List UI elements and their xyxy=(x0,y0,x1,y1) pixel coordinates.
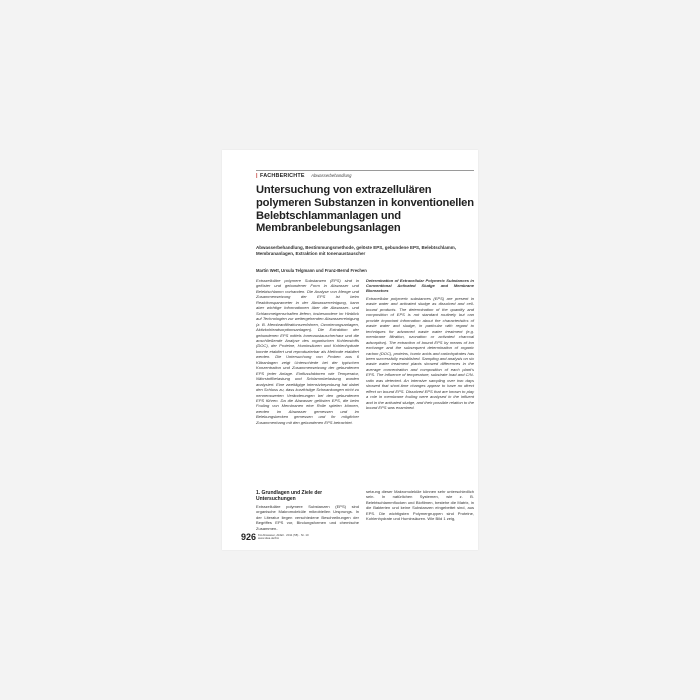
section-heading: 1. Grundlagen und Ziele der Untersuchungen xyxy=(256,490,323,502)
header-rule xyxy=(256,170,474,171)
article-title: Untersuchung von extrazellulären polymeren Substanzen in konventionellen Belebtschlammanlagen und Membranbelebungsanlagen xyxy=(256,184,474,235)
section-label: FACHBERICHTE xyxy=(260,173,305,179)
page-number: 926 xyxy=(241,532,257,542)
article-keywords: Abwasserbehandlung, Bestimmungsmethode, gelöste EPS, gebundene EPS, Belebtschlamm, Membrananlagen, Extraktion mit Ionenaustauscher xyxy=(256,245,457,257)
abstract-english-title: Determination of Extracellular Polymeric Substances in Conventional Activated Sludge and Membrane Bioreactors xyxy=(366,278,474,294)
abstract-german: Extrazelluläre polymere Substanzen (EPS) sind in gelöster und gebundener Form in Abwasser und Belebtschlamm vorhanden. Die Analyse von Menge und Zusammensetzung der EPS ist beim Reaktionsparameter in der Abwasserreinigung, kann aber wichtige Informationen über die Abwasser- und Schlammeigenschaften liefern, insbesondere im Hinblick auf Technologien zur weitergehenden Abwasserreinigung (z. B. Membranfiltrationsverfahren, Ozonierungsanlagen, Aktivkohleadsorptionsanlagen). Die Extraktion der gebundenen EPS mittels Ionenaustauscherharz und die anschließende Analyse des organischen Kohlenstoffs (DOC), der Proteine, Huminsäuren und Kohlenhydrate konnte etabliert und reproduzierbar als Methode etabliert werden. Die Untersuchung von Proben aus 6 Kläranlagen zeigt Unterschiede bei der typischen Konzentration und Zusammensetzung der gebundenen EPS jeder Anlage. Einflussfaktoren wie Temperatur, Nährstoffbelastung und Schlammbelastung wurden analysiert. Eine zweitägige Intensivbeprobung hat dabei den Schluss zu, dass kurzfristige Schwankungen nicht zu nennenswerten Veränderungen bei den gebundenen EPS führen. Da die Abwasser gelösten EPS, die beim Fouling von Membranen eine Rolle spielen können, werden im Abwasser gemessen und im Belebungsbecken gemessen und ihr möglicher Zusammenhang mit den gebundenen EPS betrachtet. xyxy=(256,278,359,425)
abstract-english: Extracellular polymeric substances (EPS) are present in waste water and activated sludge as dissolved and cell-bound products. The determination of the quantity and composition of EPS is not standard routinely but can provide important information about the characteristics of waste water and sludge, in particular with regard to techniques for advanced waste water treatment (e.g. membrane filtration, ozonation or activated charcoal adsorption). The extraction of bound EPS by means of ion exchange and the subsequent determination of organic carbon (DOC), proteins, humic acids and carbohydrates has been successfully established. Sampling and analysis on six waste water treatment plants showed differences in the average concentration and composition of each plant's EPS. The influence of temperature, substrate load and C/N-ratio was detected. An intensive sampling over two days showed that short-time changes appear to have no direct effect on bound EPS. Dissolved EPS that are known to play a role in membrane fouling were analysed in the influent and in the activated sludge, and their possible relation to the bound EPS was examined. xyxy=(366,296,474,411)
article-authors: Martin Wett, Ursula Telgmann und Franz-Bernd Frechen xyxy=(256,268,367,273)
body-text-left: Extrazelluläre polymere Substanzen (EPS) sind organische Makromoleküle mikrobiellen Ursprungs. In der Literatur liegen verschiedene Beschreibungen der Begriffes EPS vor, Bindungsformen und chemische Zusammen- xyxy=(256,504,359,531)
journal-line-2: www.dwa.de/KA xyxy=(258,536,279,541)
body-text-right: setzung dieser Makromoleküle können sehr unterschiedlich sein. In natürlichen Systemen, wie z. B. Belebtschlammflocken und Biofilmen, bestehe die Matrix, in die Bakterien und keine Substanzen eingebettet sind, aus EPS. Die wichtigsten Polymergruppen sind Proteine, Kohlenhydrate und Huminsäuren. Wie Bild 1 zeig, xyxy=(366,489,474,522)
article-page xyxy=(222,150,478,550)
subsection-label: Abwasserbehandlung xyxy=(311,173,352,178)
header-marker: | xyxy=(256,173,258,179)
journal-line-1: KA Abwasser, Abfall · 2011 (58) · Nr. 10 xyxy=(258,533,309,537)
journal-info xyxy=(258,532,309,541)
page-footer xyxy=(241,532,309,542)
section-header xyxy=(256,172,351,180)
